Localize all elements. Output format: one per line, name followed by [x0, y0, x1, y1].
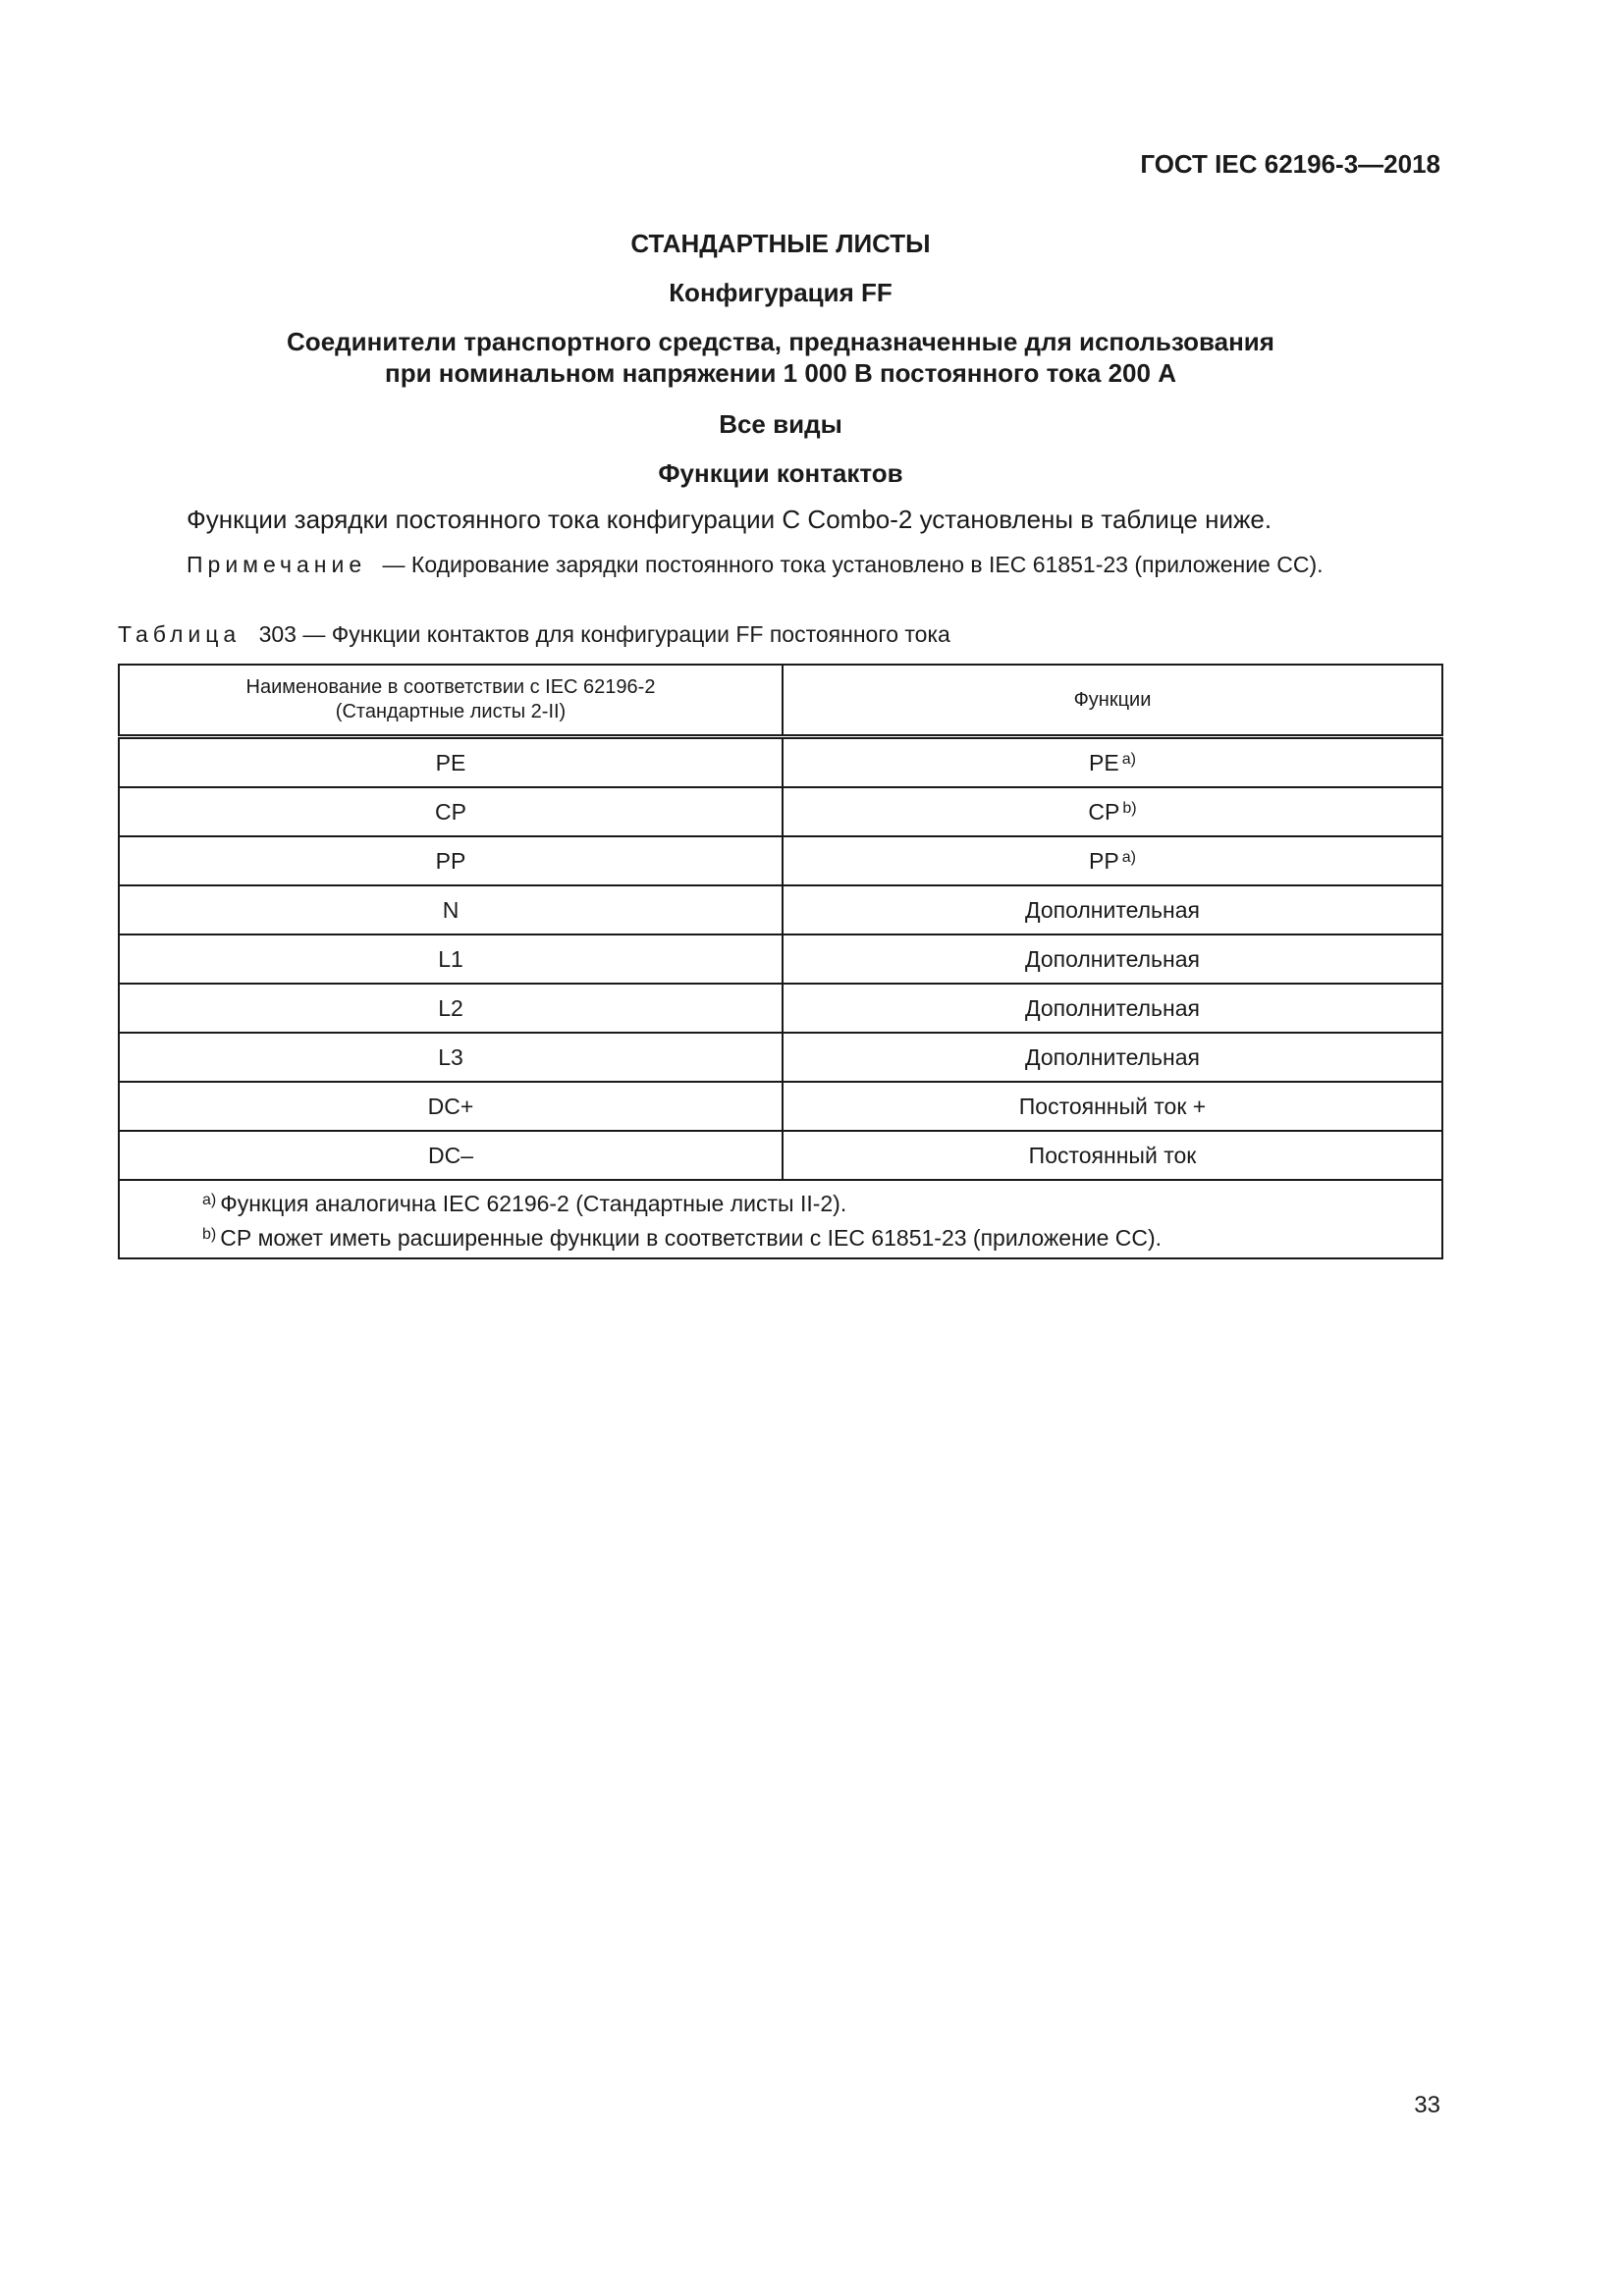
footnote-reference: b) — [1122, 799, 1137, 817]
contact-function-cell — [783, 737, 1442, 788]
contact-function-text: PP — [1089, 847, 1119, 874]
contact-function-text: Постоянный ток + — [1018, 1093, 1207, 1119]
note-label: Примечание — [187, 552, 367, 577]
contact-name-cell: L2 — [119, 984, 783, 1033]
table-row — [119, 836, 1442, 885]
table-row — [119, 737, 1442, 788]
contact-function-text: Дополнительная — [1025, 994, 1200, 1021]
footnote-a — [202, 1185, 1441, 1219]
table-row — [119, 1033, 1442, 1082]
contact-name-cell: L1 — [119, 934, 783, 984]
contact-name-cell: PE — [119, 737, 783, 788]
footnote-b-text: СР может иметь расширенные функции в соответствии с IEC 61851-23 (приложение СС). — [220, 1225, 1163, 1251]
contact-function-cell — [783, 836, 1442, 885]
footnote-reference: a) — [1121, 848, 1136, 866]
table-header-row — [119, 665, 1442, 737]
contact-name-cell: PP — [119, 836, 783, 885]
footnotes-cell — [119, 1180, 1442, 1258]
column-header-name-line2: (Стандартные листы 2-II) — [335, 701, 567, 722]
contact-functions-table — [118, 664, 1443, 1259]
configuration-heading: Конфигурация FF — [669, 278, 893, 307]
table-caption-text: 303 — Функции контактов для конфигурации FF постоянного тока — [258, 621, 950, 647]
note-text: Кодирование зарядки постоянного тока установлено в IEC 61851-23 (приложение СС). — [410, 552, 1324, 577]
contact-function-cell — [783, 1082, 1442, 1131]
contact-function-cell — [783, 934, 1442, 984]
contact-function-text: Дополнительная — [1025, 1043, 1200, 1070]
contact-function-cell — [783, 1131, 1442, 1180]
note — [187, 552, 1324, 578]
column-header-name-line1: Наименование в соответствии с IEC 62196-2 — [245, 676, 656, 698]
contact-name-cell: N — [119, 885, 783, 934]
page-number: 33 — [1414, 2092, 1440, 2118]
column-header-name — [119, 665, 783, 737]
title-line-1: Соединители транспортного средства, предназначенные для использования — [287, 327, 1274, 356]
contact-function-text: Дополнительная — [1025, 945, 1200, 972]
footnote-b-mark: b) — [202, 1226, 217, 1243]
table-caption-label: Таблица — [118, 621, 242, 647]
footnote-a-text: Функция аналогична IEC 62196-2 (Стандартные листы II-2). — [220, 1191, 847, 1216]
title-heading — [0, 326, 1561, 389]
contact-name-cell: DC+ — [119, 1082, 783, 1131]
table-row — [119, 787, 1442, 836]
section-heading: СТАНДАРТНЫЕ ЛИСТЫ — [630, 229, 931, 258]
contact-function-text: Постоянный ток — [1028, 1142, 1197, 1168]
contact-function-cell — [783, 885, 1442, 934]
title-line-2: при номинальном напряжении 1 000 В постоянного тока 200 А — [385, 358, 1176, 388]
table-row — [119, 934, 1442, 984]
subject-heading: Функции контактов — [658, 458, 903, 488]
table-row — [119, 885, 1442, 934]
contact-name-cell: DC– — [119, 1131, 783, 1180]
contact-name-cell: CP — [119, 787, 783, 836]
table-row — [119, 1082, 1442, 1131]
table-caption — [118, 621, 950, 648]
footnote-a-mark: a) — [202, 1192, 217, 1208]
footnote-b — [202, 1219, 1441, 1254]
table-body — [119, 737, 1442, 1181]
footnote-reference: a) — [1121, 750, 1136, 768]
contact-function-text: PE — [1089, 749, 1119, 775]
contact-name-cell: L3 — [119, 1033, 783, 1082]
contact-function-cell — [783, 984, 1442, 1033]
note-dash: — — [382, 552, 406, 577]
intro-paragraph: Функции зарядки постоянного тока конфигурации С Combo-2 установлены в таблице ниже. — [187, 505, 1272, 534]
contact-function-cell — [783, 787, 1442, 836]
contact-function-cell — [783, 1033, 1442, 1082]
table-row — [119, 984, 1442, 1033]
standard-designation: ГОСТ IEC 62196-3—2018 — [1140, 149, 1440, 179]
contact-function-text: Дополнительная — [1025, 896, 1200, 923]
table-row — [119, 1131, 1442, 1180]
column-header-functions: Функции — [783, 665, 1442, 737]
views-heading: Все виды — [719, 409, 842, 439]
contact-function-text: CP — [1088, 798, 1120, 825]
footnotes-row — [119, 1180, 1442, 1258]
